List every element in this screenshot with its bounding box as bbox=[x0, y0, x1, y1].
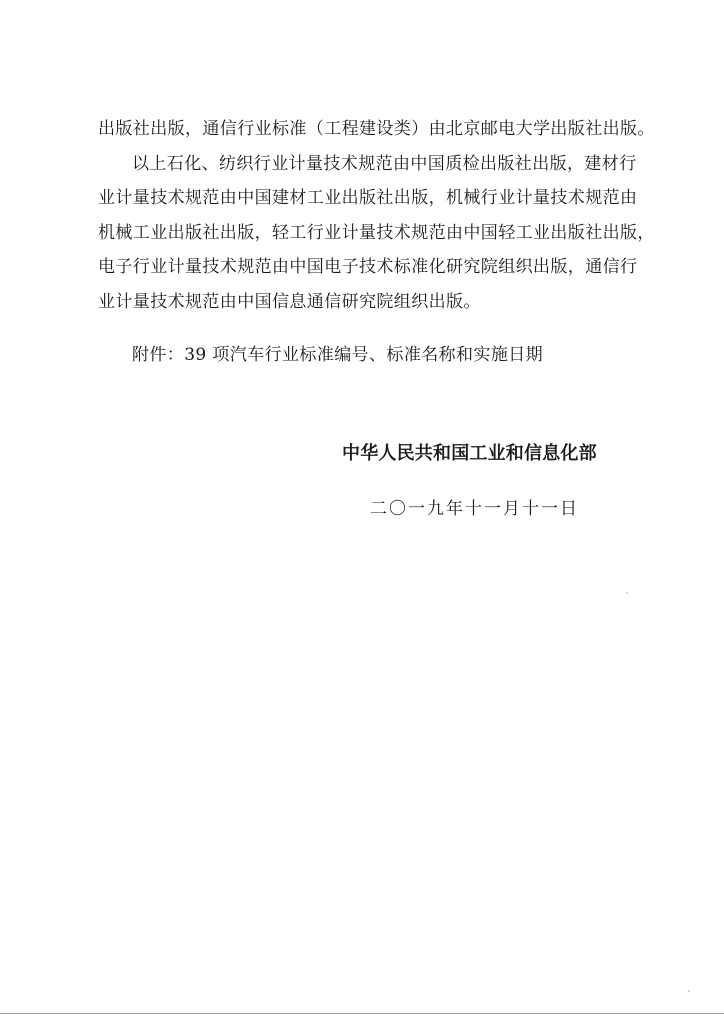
paragraph-line: 机械工业出版社出版，轻工行业计量技术规范由中国轻工业出版社出版， bbox=[98, 222, 655, 243]
body-text bbox=[98, 112, 668, 319]
paragraph-line: 出版社出版，通信行业标准（工程建设类）由北京邮电大学出版社出版。 bbox=[98, 119, 655, 139]
issue-date: 二〇一九年十一月十一日 bbox=[370, 499, 579, 519]
issuer-signature: 中华人民共和国工业和信息化部 bbox=[342, 443, 597, 464]
paragraph-line: 电子行业计量技术规范由中国电子技术标准化研究院组织出版，通信行 bbox=[98, 257, 638, 277]
attachment-note: 附件：39 项汽车行业标准编号、标准名称和实施日期 bbox=[132, 345, 544, 365]
paragraph-line: 业计量技术规范由中国信息通信研究院组织出版。 bbox=[98, 291, 481, 312]
page-bottom-edge bbox=[0, 1013, 724, 1014]
paragraph-line: 业计量技术规范由中国建材工业出版社出版，机械行业计量技术规范由 bbox=[98, 188, 638, 208]
scan-speck bbox=[688, 990, 690, 992]
scan-speck bbox=[626, 592, 628, 594]
paragraph-line: 以上石化、纺织行业计量技术规范由中国质检出版社出版，建材行 bbox=[132, 153, 637, 174]
